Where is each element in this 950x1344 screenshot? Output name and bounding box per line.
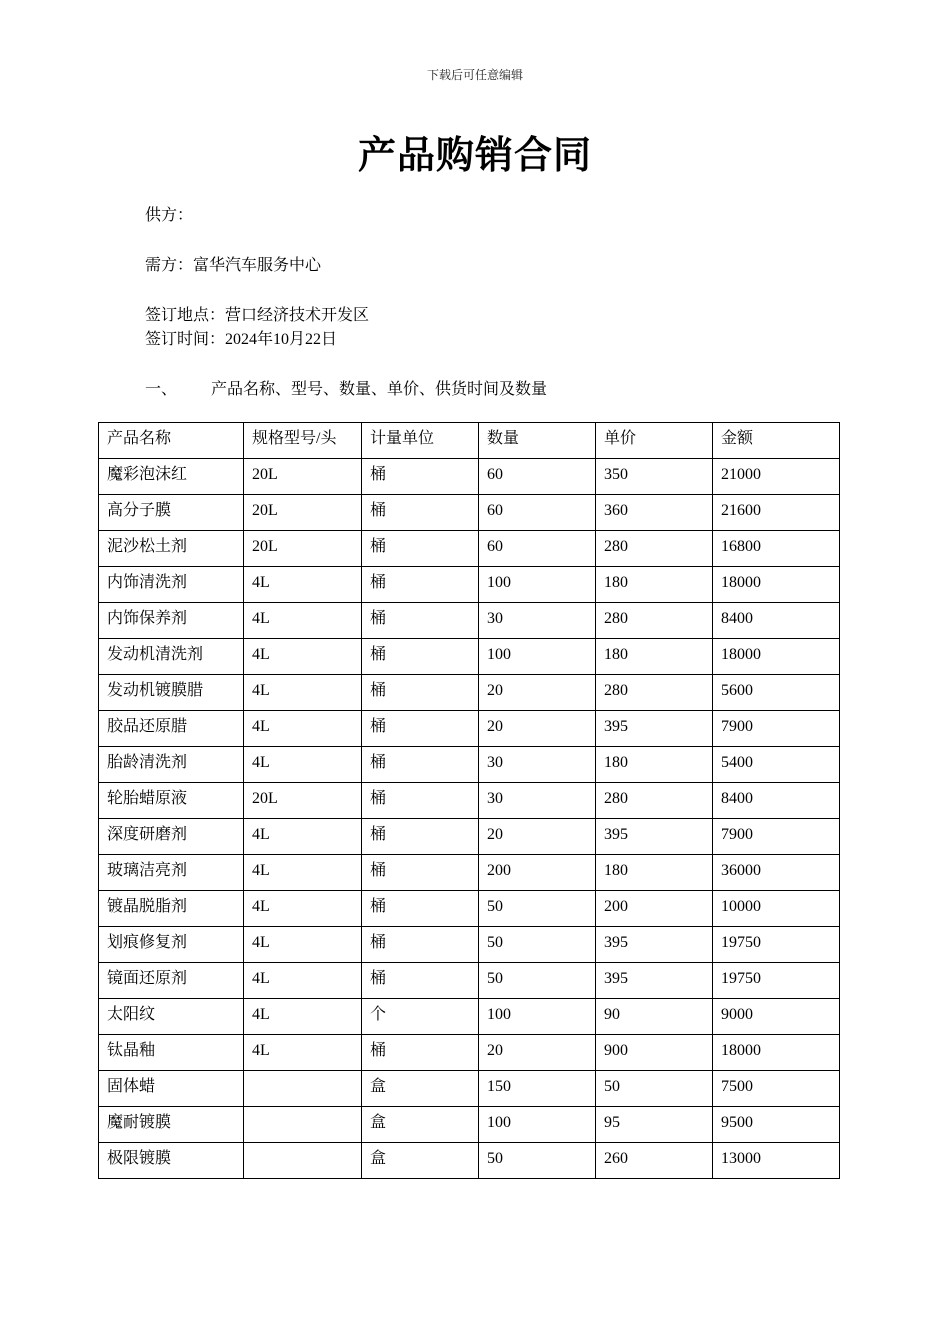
cell-quantity: 20 — [479, 711, 596, 747]
table-row — [99, 783, 840, 819]
cell-spec: 4L — [244, 567, 362, 603]
cell-quantity: 150 — [479, 1071, 596, 1107]
cell-unit: 桶 — [362, 459, 479, 495]
header-note: 下载后可任意编辑 — [426, 68, 523, 82]
cell-amount: 21600 — [713, 495, 840, 531]
cell-amount: 8400 — [713, 603, 840, 639]
cell-product-name: 极限镀膜 — [99, 1143, 244, 1179]
buyer-line: 需方：富华汽车服务中心 — [145, 257, 322, 274]
table-row — [99, 711, 840, 747]
cell-spec: 20L — [244, 783, 362, 819]
cell-unit: 桶 — [362, 1035, 479, 1071]
cell-spec: 4L — [244, 999, 362, 1035]
cell-product-name: 高分子膜 — [99, 495, 244, 531]
cell-amount: 18000 — [713, 639, 840, 675]
cell-product-name: 内饰保养剂 — [99, 603, 244, 639]
cell-amount: 7900 — [713, 711, 840, 747]
cell-quantity: 60 — [479, 495, 596, 531]
cell-amount: 5400 — [713, 747, 840, 783]
cell-unit: 桶 — [362, 855, 479, 891]
header-amount: 金额 — [713, 423, 840, 459]
table-row — [99, 1071, 840, 1107]
contract-title: 产品购销合同 — [357, 135, 592, 177]
cell-unit-price: 95 — [596, 1107, 713, 1143]
cell-quantity: 30 — [479, 603, 596, 639]
cell-unit: 盒 — [362, 1143, 479, 1179]
cell-spec: 4L — [244, 747, 362, 783]
table-row — [99, 603, 840, 639]
cell-unit: 桶 — [362, 711, 479, 747]
cell-spec: 4L — [244, 855, 362, 891]
cell-unit: 盒 — [362, 1071, 479, 1107]
header-product-name: 产品名称 — [99, 423, 244, 459]
cell-amount: 19750 — [713, 927, 840, 963]
cell-spec: 4L — [244, 675, 362, 711]
cell-amount: 7900 — [713, 819, 840, 855]
table-row — [99, 531, 840, 567]
cell-unit-price: 360 — [596, 495, 713, 531]
cell-unit: 桶 — [362, 819, 479, 855]
cell-unit: 个 — [362, 999, 479, 1035]
cell-quantity: 100 — [479, 999, 596, 1035]
cell-quantity: 50 — [479, 927, 596, 963]
cell-amount: 10000 — [713, 891, 840, 927]
cell-spec: 4L — [244, 603, 362, 639]
cell-product-name: 胶品还原腊 — [99, 711, 244, 747]
cell-quantity: 100 — [479, 639, 596, 675]
section-1-number: 一、 — [145, 381, 178, 398]
cell-quantity: 20 — [479, 1035, 596, 1071]
cell-unit: 桶 — [362, 495, 479, 531]
cell-unit-price: 280 — [596, 531, 713, 567]
cell-unit: 桶 — [362, 963, 479, 999]
cell-product-name: 钛晶釉 — [99, 1035, 244, 1071]
cell-product-name: 深度研磨剂 — [99, 819, 244, 855]
table-row — [99, 891, 840, 927]
supplier-line: 供方： — [145, 207, 194, 224]
cell-amount: 9000 — [713, 999, 840, 1035]
product-table — [98, 422, 840, 1179]
cell-unit-price: 180 — [596, 747, 713, 783]
cell-spec: 4L — [244, 963, 362, 999]
cell-amount: 18000 — [713, 567, 840, 603]
cell-product-name: 泥沙松土剂 — [99, 531, 244, 567]
cell-spec: 4L — [244, 1035, 362, 1071]
cell-unit-price: 280 — [596, 675, 713, 711]
cell-product-name: 胎龄清洗剂 — [99, 747, 244, 783]
cell-product-name: 固体蜡 — [99, 1071, 244, 1107]
cell-spec: 4L — [244, 927, 362, 963]
cell-unit-price: 350 — [596, 459, 713, 495]
cell-product-name: 内饰清洗剂 — [99, 567, 244, 603]
cell-quantity: 20 — [479, 675, 596, 711]
table-row — [99, 963, 840, 999]
cell-unit-price: 280 — [596, 783, 713, 819]
table-row — [99, 747, 840, 783]
cell-amount: 5600 — [713, 675, 840, 711]
cell-product-name: 镜面还原剂 — [99, 963, 244, 999]
cell-unit: 桶 — [362, 891, 479, 927]
cell-amount: 13000 — [713, 1143, 840, 1179]
cell-quantity: 30 — [479, 783, 596, 819]
table-row — [99, 1143, 840, 1179]
header-quantity: 数量 — [479, 423, 596, 459]
cell-amount: 16800 — [713, 531, 840, 567]
cell-quantity: 50 — [479, 1143, 596, 1179]
header-spec: 规格型号/头 — [244, 423, 362, 459]
table-row — [99, 927, 840, 963]
cell-spec: 4L — [244, 711, 362, 747]
cell-unit-price: 395 — [596, 927, 713, 963]
cell-unit: 桶 — [362, 675, 479, 711]
cell-amount: 7500 — [713, 1071, 840, 1107]
cell-quantity: 50 — [479, 963, 596, 999]
cell-unit-price: 180 — [596, 639, 713, 675]
cell-unit: 桶 — [362, 603, 479, 639]
sign-time-line: 签订时间：2024年10月22日 — [145, 331, 338, 348]
section-1-heading — [145, 376, 547, 399]
table-row — [99, 567, 840, 603]
table-row — [99, 495, 840, 531]
cell-amount: 8400 — [713, 783, 840, 819]
cell-amount: 21000 — [713, 459, 840, 495]
header-unit-price: 单价 — [596, 423, 713, 459]
cell-unit-price: 90 — [596, 999, 713, 1035]
cell-spec — [244, 1071, 362, 1107]
cell-spec: 20L — [244, 531, 362, 567]
table-row — [99, 999, 840, 1035]
cell-amount: 19750 — [713, 963, 840, 999]
cell-unit: 桶 — [362, 531, 479, 567]
cell-unit-price: 395 — [596, 711, 713, 747]
cell-unit: 桶 — [362, 747, 479, 783]
table-header-row — [99, 423, 840, 459]
header-unit: 计量单位 — [362, 423, 479, 459]
cell-spec: 20L — [244, 495, 362, 531]
cell-spec: 4L — [244, 639, 362, 675]
section-1-text: 产品名称、型号、数量、单价、供货时间及数量 — [211, 381, 548, 398]
cell-unit-price: 395 — [596, 963, 713, 999]
sign-place-line: 签订地点：营口经济技术开发区 — [145, 307, 370, 324]
cell-spec: 4L — [244, 819, 362, 855]
cell-amount: 9500 — [713, 1107, 840, 1143]
cell-spec: 4L — [244, 891, 362, 927]
cell-unit-price: 180 — [596, 567, 713, 603]
cell-quantity: 100 — [479, 567, 596, 603]
cell-unit-price: 200 — [596, 891, 713, 927]
cell-amount: 36000 — [713, 855, 840, 891]
cell-product-name: 轮胎蜡原液 — [99, 783, 244, 819]
cell-product-name: 划痕修复剂 — [99, 927, 244, 963]
cell-unit: 盒 — [362, 1107, 479, 1143]
cell-quantity: 200 — [479, 855, 596, 891]
cell-unit-price: 900 — [596, 1035, 713, 1071]
cell-unit: 桶 — [362, 639, 479, 675]
cell-product-name: 发动机镀膜腊 — [99, 675, 244, 711]
cell-product-name: 魔耐镀膜 — [99, 1107, 244, 1143]
cell-spec — [244, 1143, 362, 1179]
cell-unit-price: 50 — [596, 1071, 713, 1107]
table-row — [99, 459, 840, 495]
cell-spec: 20L — [244, 459, 362, 495]
cell-product-name: 玻璃洁亮剂 — [99, 855, 244, 891]
table-row — [99, 639, 840, 675]
table-row — [99, 1035, 840, 1071]
cell-quantity: 60 — [479, 531, 596, 567]
cell-product-name: 镀晶脱脂剂 — [99, 891, 244, 927]
cell-product-name: 太阳纹 — [99, 999, 244, 1035]
cell-quantity: 30 — [479, 747, 596, 783]
cell-unit-price: 395 — [596, 819, 713, 855]
cell-amount: 18000 — [713, 1035, 840, 1071]
cell-quantity: 100 — [479, 1107, 596, 1143]
cell-unit-price: 280 — [596, 603, 713, 639]
table-row — [99, 675, 840, 711]
cell-unit-price: 260 — [596, 1143, 713, 1179]
table-row — [99, 819, 840, 855]
cell-product-name: 发动机清洗剂 — [99, 639, 244, 675]
cell-product-name: 魔彩泡沫红 — [99, 459, 244, 495]
cell-unit: 桶 — [362, 783, 479, 819]
table-body — [99, 459, 840, 1179]
cell-quantity: 50 — [479, 891, 596, 927]
table-row — [99, 855, 840, 891]
table-row — [99, 1107, 840, 1143]
cell-spec — [244, 1107, 362, 1143]
cell-quantity: 20 — [479, 819, 596, 855]
cell-quantity: 60 — [479, 459, 596, 495]
cell-unit: 桶 — [362, 567, 479, 603]
cell-unit: 桶 — [362, 927, 479, 963]
cell-unit-price: 180 — [596, 855, 713, 891]
